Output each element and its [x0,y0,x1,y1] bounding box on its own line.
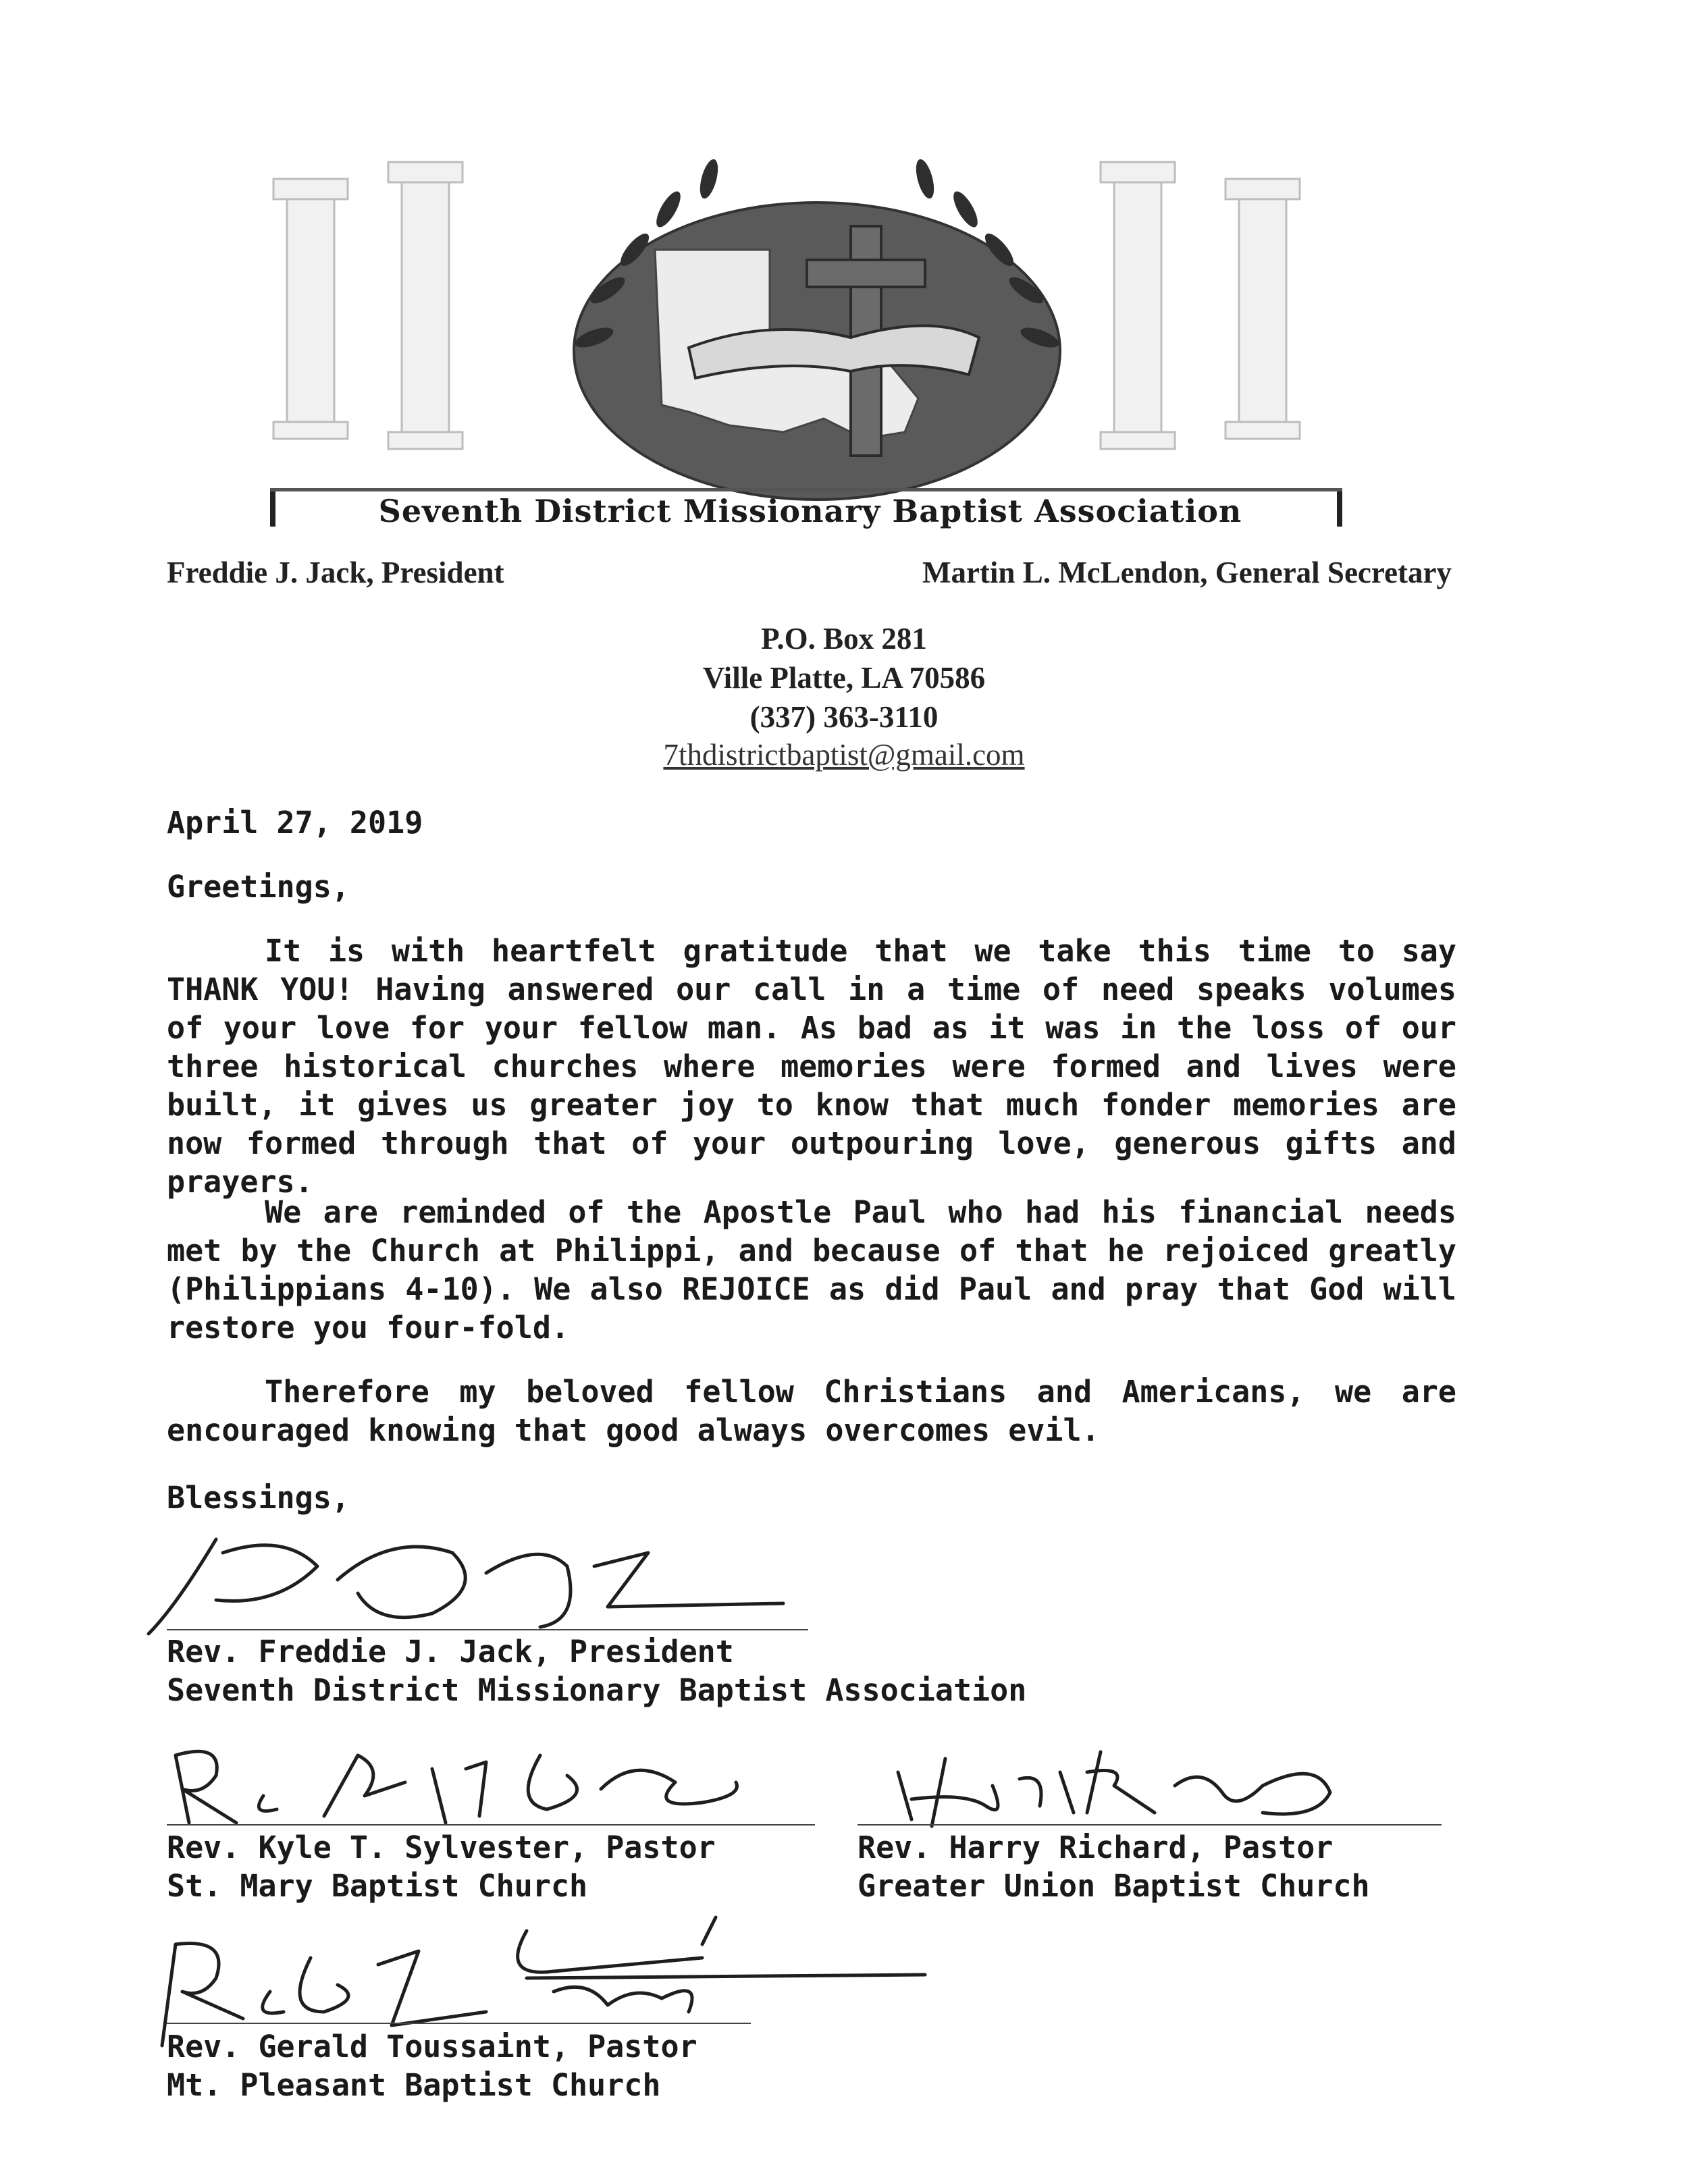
email-address[interactable] [0,737,1688,772]
signature-line-4 [167,2023,751,2024]
letter-date: April 27, 2019 [167,805,423,841]
signer-3-org: Greater Union Baptist Church [858,1868,1370,1904]
signature-kyle-sylvester [162,1728,770,1843]
paragraph-2: We are reminded of the Apostle Paul who had his financial needs met by the Church at Philippi, and because of that he rejoiced greatly (Philippians 4-10). We also REJOICE as did Paul and pray that God will restore you four-fold. [167,1194,1456,1346]
signature-line-1 [167,1629,808,1630]
organization-name: Seventh District Missionary Baptist Association [378,493,1242,529]
signature-line-2 [167,1824,815,1826]
association-logo [257,115,1377,533]
signer-3-name: Rev. Harry Richard, Pastor [858,1830,1334,1865]
secretary-heading: Martin L. McLendon, General Secretary [922,556,1452,589]
paragraph-1: It is with heartfelt gratitude that we take this time to say THANK YOU! Having answered our call in a time of need speaks volumes of your love for your fellow man. As bad as it was in the loss of our three historical churches where memories were formed and lives were built, it gives us greater joy to know that much fonder memories are now formed through that of your outpouring love, generous gifts and prayers. [167,933,1456,1200]
address-line1: P.O. Box 281 [761,622,927,656]
signer-4-org: Mt. Pleasant Baptist Church [167,2067,661,2103]
signer-2-name: Rev. Kyle T. Sylvester, Pastor [167,1830,716,1865]
signer-2-org: St. Mary Baptist Church [167,1868,588,1904]
closing: Blessings, [167,1480,350,1516]
paragraph-3: Therefore my beloved fellow Christians and Americans, we are encouraged knowing that good always overcomes evil. [167,1374,1456,1448]
phone-number: (337) 363-3110 [749,700,939,734]
president-heading: Freddie J. Jack, President [167,556,504,589]
signer-1-org: Seventh District Missionary Baptist Association [167,1672,1027,1708]
signer-1-name: Rev. Freddie J. Jack, President [167,1634,734,1670]
logo-graphic [257,115,1377,533]
address-line2: Ville Platte, LA 70586 [702,661,986,695]
signature-harry-richard [885,1732,1371,1840]
greeting: Greetings, [167,869,350,905]
email-link[interactable]: 7thdistrictbaptist@gmail.com [663,738,1025,772]
signature-line-3 [858,1824,1442,1826]
signer-4-name: Rev. Gerald Toussaint, Pastor [167,2029,697,2065]
